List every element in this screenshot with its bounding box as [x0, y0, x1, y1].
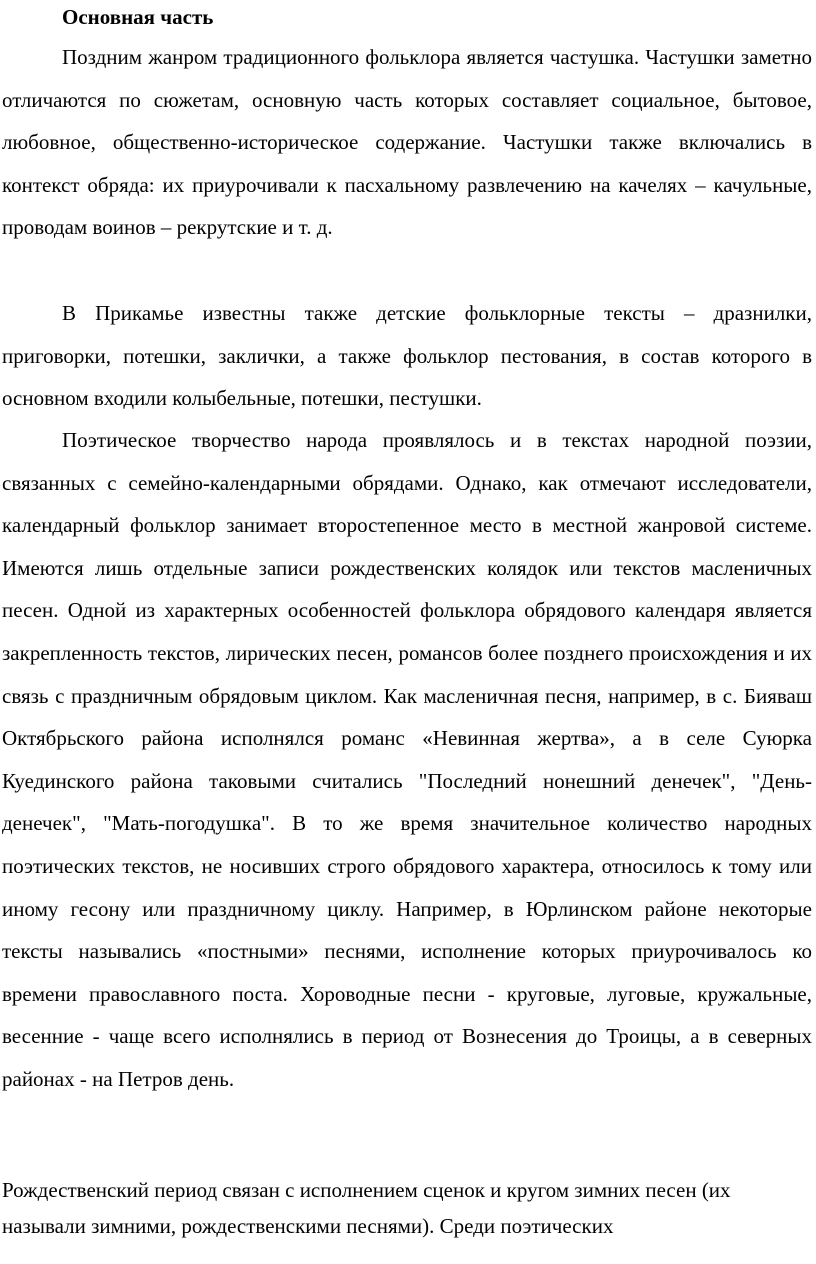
- paragraph-children-folklore: В Прикамье известны также детские фольклорные тексты – дразнилки, приговорки, потешки, заклички, а также фольклор пестования, в состав которого в основном входили колыбельные, потешки, пестушки.: [2, 301, 812, 411]
- paragraph-calendar-folklore: Поэтическое творчество народа проявлялось и в текстах народной поэзии, связанных с семейно-календарными обрядами. Однако, как отмечают исследователи, календарный фольклор занимает второстепенное место в местной жанровой системе. Имеются лишь отдельные записи рождественских колядок или текстов масленичных песен. Одной из характерных особенностей фольклора обрядового календаря является закрепленность текстов, лирических песен, романсов более позднего происхождения и их связь с праздничным обрядовым циклом. Как масленичная песня, например, в с. Бияваш Октябрьского района исполнялся романс «Невинная жертва», а в селе Суюрка Куединского района таковыми считались "Последний нонешний денечек", "День-денечек", "Мать-погодушка". В то же время значительное количество народных поэтических текстов, не носивших строго обрядового характера, относилось к тому или иному гесону или праздничному циклу. Например, в Юрлинском районе некоторые тексты назывались «постными» песнями, исполнение которых приурочивалось ко времени православного поста. Хороводные песни - круговые, луговые, кружальные, весенние - чаще всего исполнялись в период от Вознесения до Троицы, а в северных районах - на Петров день.: [2, 428, 812, 1091]
- paragraph-christmas-period: Рождественский период связан с исполнением сценок и кругом зимних песен (их называли зимними, рождественскими песнями). Среди поэтических: [2, 1178, 731, 1238]
- section-heading: Основная часть: [62, 5, 214, 29]
- paragraph-chastushki: Поздним жанром традиционного фольклора является частушка. Частушки заметно отличаются по сюжетам, основную часть которых составляет социальное, бытовое, любовное, общественно-историческое содержание. Частушки также включались в контекст обряда: их приурочивали к пасхальному развлечению на качелях – качульные, проводам воинов – рекрутские и т. д.: [2, 45, 812, 240]
